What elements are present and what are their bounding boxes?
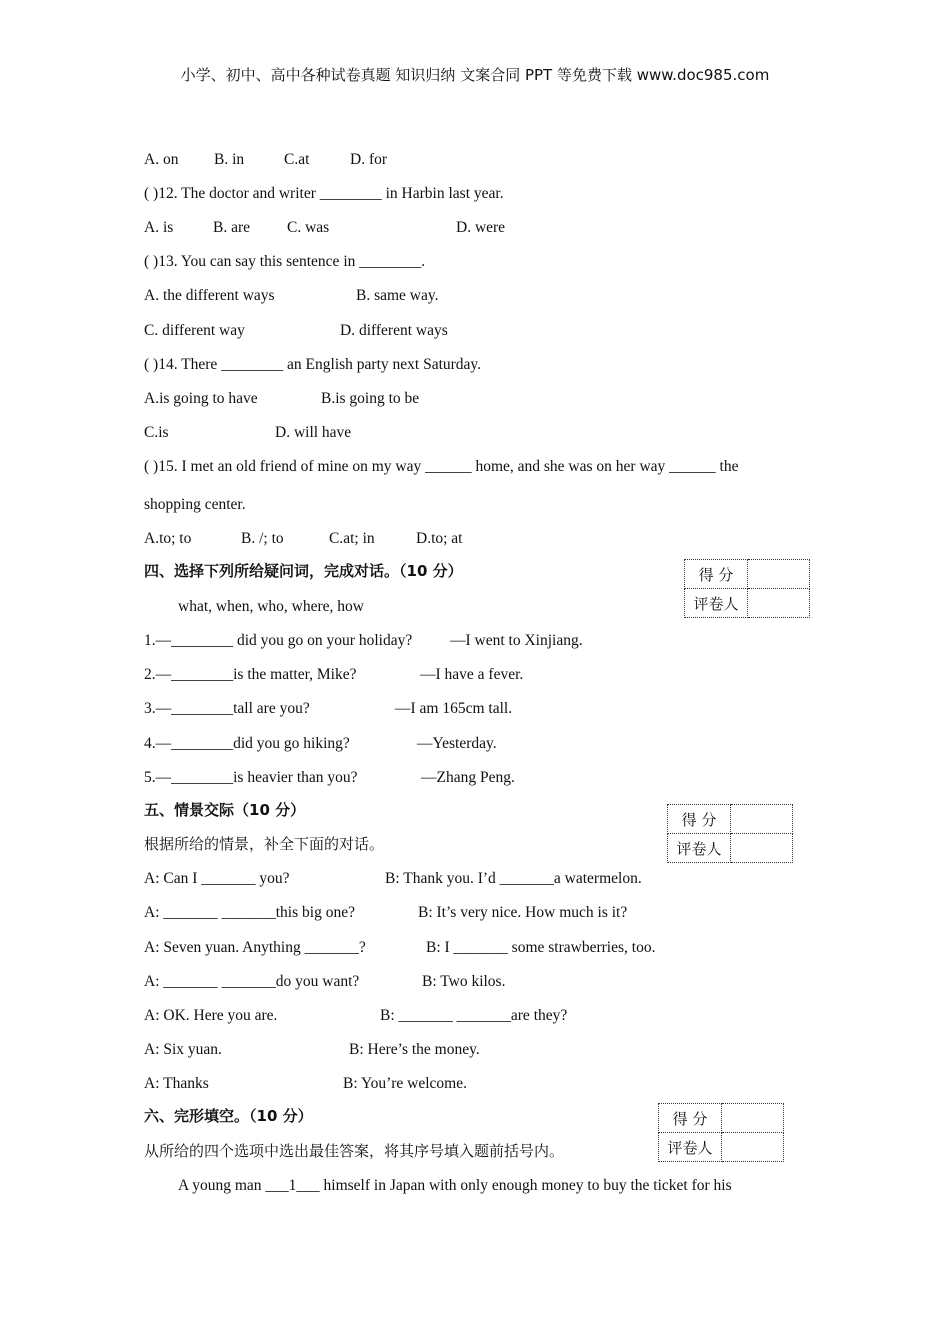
section4-item-4-answer: —Yesterday. xyxy=(417,735,497,752)
grader-value-cell[interactable] xyxy=(722,1133,784,1162)
dialogue-line-4-b: B: Two kilos. xyxy=(422,973,506,990)
section4-item-1-question: 1.—________ did you go on your holiday? xyxy=(144,632,413,649)
dialogue-line-5-b: B: _______ _______are they? xyxy=(380,1007,568,1024)
dialogue-line-3-b: B: I _______ some strawberries, too. xyxy=(426,939,656,956)
dialogue-line-6-b: B: Here’s the money. xyxy=(349,1041,480,1058)
q13-option-b: B. same way. xyxy=(356,287,439,304)
q11-option-d: D. for xyxy=(350,151,388,168)
q14-question: ( )14. There ________ an English party next Saturday. xyxy=(144,356,482,373)
q13-option-c: C. different way xyxy=(144,322,245,339)
q12-option-b: B. are xyxy=(213,219,251,236)
section6-instruction: 从所给的四个选项中选出最佳答案，将其序号填入题前括号内。 xyxy=(144,1142,565,1160)
score-value-cell[interactable] xyxy=(748,560,810,589)
section5-instruction: 根据所给的情景，补全下面的对话。 xyxy=(144,835,385,853)
grader-value-cell[interactable] xyxy=(748,589,810,618)
section4-score-box xyxy=(684,559,810,618)
q15-option-c: C.at; in xyxy=(329,530,375,547)
q13-option-a: A. the different ways xyxy=(144,287,275,304)
q12-question: ( )12. The doctor and writer ________ in Harbin last year. xyxy=(144,185,504,202)
q12-option-c: C. was xyxy=(287,219,330,236)
section4-item-3-question: 3.—________tall are you? xyxy=(144,700,310,717)
section4-item-4-question: 4.—________did you go hiking? xyxy=(144,735,350,752)
section4-title: 四、选择下列所给疑问词，完成对话。（10 分） xyxy=(144,562,463,580)
score-value-cell[interactable] xyxy=(731,805,793,834)
dialogue-line-2-b: B: It’s very nice. How much is it? xyxy=(418,904,628,921)
page-header: 小学、初中、高中各种试卷真题 知识归纳 文案合同 PPT 等免费下载 www.doc985.com xyxy=(180,66,770,84)
score-label: 得 分 xyxy=(668,805,731,834)
q13-question: ( )13. You can say this sentence in ________. xyxy=(144,253,426,270)
q13-option-d: D. different ways xyxy=(340,322,448,339)
dialogue-line-4-a: A: _______ _______do you want? xyxy=(144,973,360,990)
grader-label: 评卷人 xyxy=(668,834,731,863)
q12-option-a: A. is xyxy=(144,219,174,236)
q15-option-a: A.to; to xyxy=(144,530,192,547)
score-label: 得 分 xyxy=(685,560,748,589)
q14-option-b: B.is going to be xyxy=(321,390,420,407)
score-value-cell[interactable] xyxy=(722,1104,784,1133)
section4-item-2-answer: —I have a fever. xyxy=(420,666,524,683)
grader-label: 评卷人 xyxy=(659,1133,722,1162)
section4-item-5-answer: —Zhang Peng. xyxy=(421,769,515,786)
section5-score-box xyxy=(667,804,793,863)
q14-option-a: A.is going to have xyxy=(144,390,258,407)
dialogue-line-1-a: A: Can I _______ you? xyxy=(144,870,290,887)
grader-label: 评卷人 xyxy=(685,589,748,618)
section4-item-3-answer: —I am 165cm tall. xyxy=(395,700,513,717)
q14-option-c: C.is xyxy=(144,424,169,441)
dialogue-line-3-a: A: Seven yuan. Anything _______? xyxy=(144,939,366,956)
q15-option-b: B. /; to xyxy=(241,530,284,547)
grader-value-cell[interactable] xyxy=(731,834,793,863)
section4-item-2-question: 2.—________is the matter, Mike? xyxy=(144,666,357,683)
dialogue-line-6-a: A: Six yuan. xyxy=(144,1041,222,1058)
section6-passage-line1: A young man ___1___ himself in Japan with only enough money to buy the ticket for his xyxy=(178,1177,732,1194)
section4-item-1-answer: —I went to Xinjiang. xyxy=(450,632,583,649)
dialogue-line-7-a: A: Thanks xyxy=(144,1075,209,1092)
score-label: 得 分 xyxy=(659,1104,722,1133)
section4-word-bank: what, when, who, where, how xyxy=(178,598,364,615)
q11-option-a: A. on xyxy=(144,151,179,168)
q15-question-line2: shopping center. xyxy=(144,496,246,513)
section6-title: 六、完形填空。（10 分） xyxy=(144,1107,313,1125)
dialogue-line-7-b: B: You’re welcome. xyxy=(343,1075,467,1092)
dialogue-line-5-a: A: OK. Here you are. xyxy=(144,1007,278,1024)
section4-item-5-question: 5.—________is heavier than you? xyxy=(144,769,358,786)
q11-option-c: C.at xyxy=(284,151,310,168)
q15-question-line1: ( )15. I met an old friend of mine on my way ______ home, and she was on her way ______ the xyxy=(144,458,739,475)
dialogue-line-1-b: B: Thank you. I’d _______a watermelon. xyxy=(385,870,642,887)
q15-option-d: D.to; at xyxy=(416,530,463,547)
q11-option-b: B. in xyxy=(214,151,245,168)
section6-score-box xyxy=(658,1103,784,1162)
q14-option-d: D. will have xyxy=(275,424,352,441)
dialogue-line-2-a: A: _______ _______this big one? xyxy=(144,904,355,921)
section5-title: 五、情景交际（10 分） xyxy=(144,801,306,819)
q12-option-d: D. were xyxy=(456,219,506,236)
